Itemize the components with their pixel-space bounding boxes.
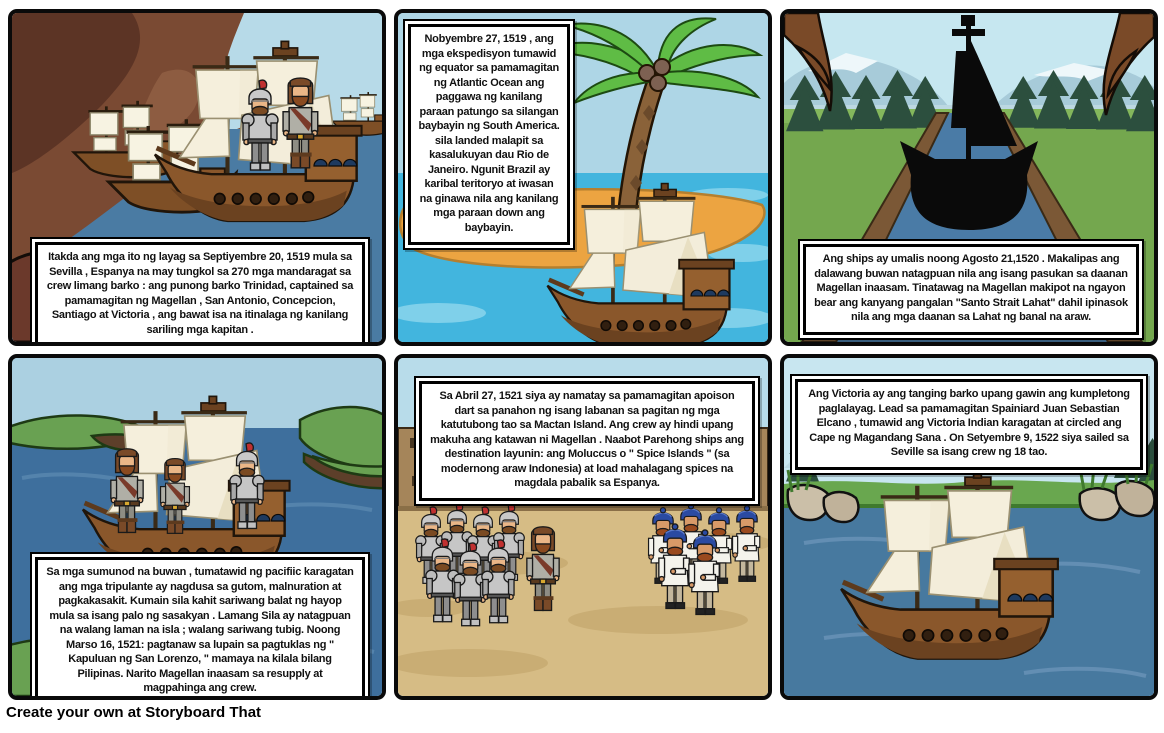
caption-text: Sa mga sumunod na buwan , tumatawid ng pacifiic karagatan ang mga tripulante ay nagdusa sa gutom, malnuration at pagkakasakit. Kumain sila kahit sariwang balat ng hayop mula sa isang palo ng sasakyan . Lamang Sila ay natagpuan na walang laman na isla ; walang sariwang tubig. Noong Marso 16, 1521: pagtanaw sa lupain sa pagtuklas ng " Kapuluan ng San Lorenzo, " mamaya na kilala bilang Pilipinas. Narito Magellan inaasam sa resupply at magpahinga ang crew. (35, 557, 365, 700)
panel-victoria-return (780, 354, 1158, 700)
panel-grid (8, 9, 1158, 700)
storyboard-that-credit-link[interactable]: Create your own at Storyboard That (6, 704, 262, 721)
panel-mactan (394, 354, 772, 700)
caption-text: Nobyembre 27, 1519 , ang mga ekspedisyon tumawid ng equator sa pamamagitan ng Atlantic Ocean ang paggawa ng kanilang paraan patungo sa silangan baybayin ng South America. sila landed malapit sa kasalukuyan dau Rio de Janeiro. Ngunit Brazil ay karibal teritoryo at iwasan na ginawa nila ang kanilang mga paraan down ang baybayin. (408, 24, 570, 245)
caption-text: Ang Victoria ay ang tanging barko upang gawin ang kumpletong paglalayag. Lead sa pamamagitan Spainiard Juan Sebastian Elcano , tumawid ang Victoria Indian karagatan at circled ang Cape ng Magandang Sana . On Setyembre 9, 1522 siya sailed sa Seville sa isang crew ng 18 tao. (795, 379, 1143, 470)
panel-strait (780, 9, 1158, 346)
caption-box (798, 239, 1144, 340)
caption-text: Sa Abril 27, 1521 siya ay namatay sa pamamagitan apoison dart sa panahon ng isang labanan sa pagitan ng mga katutubong tao sa Mactan Island. Ang crew ay hindi upang makuha ang katawan ni Magellan . Naabot Parehong ships ang destination layunin: ang Moluccus o " Spice Islands " (sa modernong araw Indonesia) at load mahalagang spices na magdala pabalik sa Espanya. (419, 381, 755, 501)
caption-box (790, 374, 1148, 475)
panel-fleet-departure (8, 9, 386, 346)
caption-box (414, 376, 760, 506)
caption-text: Ang ships ay umalis noong Agosto 21,1520 . Makalipas ang dalawang buwan natagpuan nila ang isang pasukan sa daanan Magellan inaasam. Tinatawag na Magellan makipot na ngayon bear ang kanyang pangalan "Santo Strait Lahat" dahil ipinasok nila ang mga daanan sa Lahat ng banal na araw. (803, 244, 1139, 335)
panel-brazil-coast (394, 9, 772, 346)
caption-box (403, 19, 575, 250)
caption-box (30, 552, 370, 700)
panel-pacific-crossing (8, 354, 386, 700)
caption-text: Itakda ang mga ito ng layag sa Septiyembre 20, 1519 mula sa Sevilla , Espanya na may tungkol sa 270 mga mandaragat sa crew limang barko : ang punong barko Trinidad, captained sa pamamagitan ng Magellan , San Antonio, Concepcion, Santiago at Victoria , ang bawat isa na itinalaga ng kanilang sariling mga kapitan . (35, 242, 365, 346)
caption-box (30, 237, 370, 346)
